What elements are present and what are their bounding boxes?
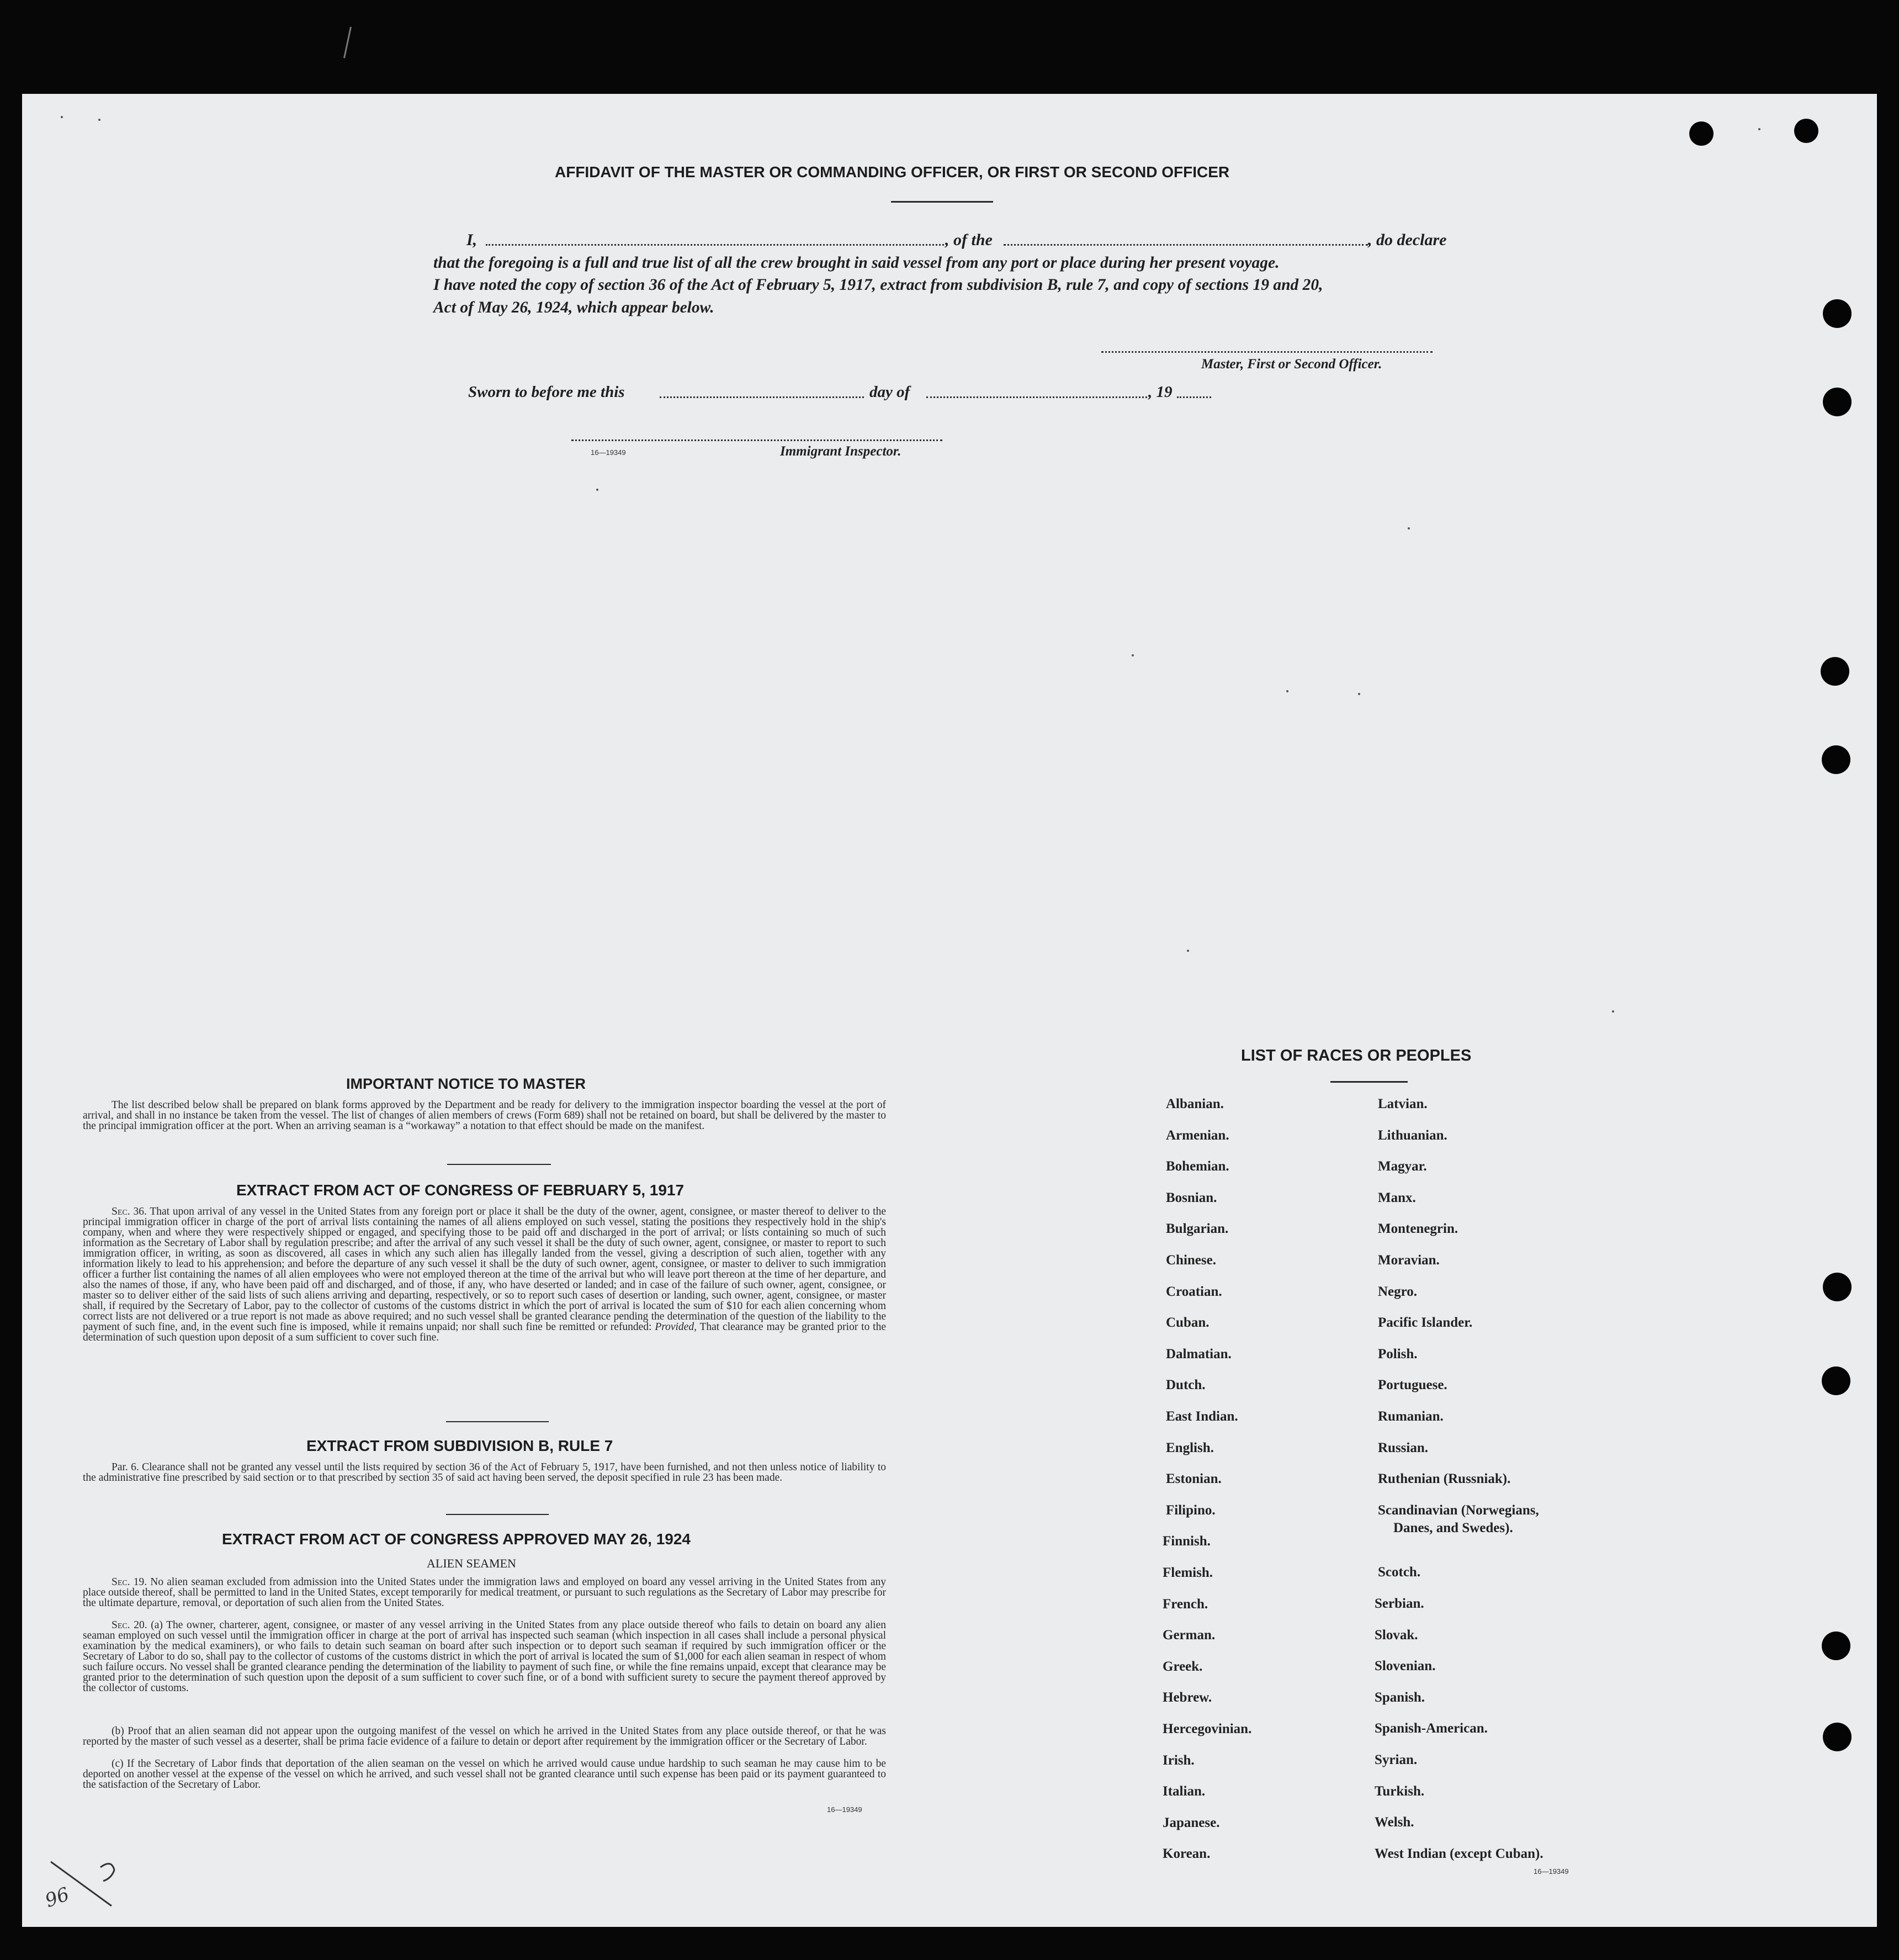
extract3-subtitle: ALIEN SEAMEN xyxy=(427,1556,516,1570)
name-blank[interactable] xyxy=(486,234,944,246)
race-item: Chinese. xyxy=(1166,1253,1216,1268)
notice-text xyxy=(83,1100,886,1131)
punch-hole xyxy=(1822,1366,1850,1395)
race-item: Danes, and Swedes). xyxy=(1393,1520,1513,1535)
master-label: Master, First or Second Officer. xyxy=(1201,357,1382,372)
extract2-body: Par. 6. Clearance shall not be granted any vessel until the lists required by section 36 of the Act of February 5, 1917, have been furnished, and not then unless notice of liability to the administrative fine prescribed by said section or to that prescribed by section 35 of said act having been served, the deposit specified in rule 23 has been made. xyxy=(83,1461,886,1484)
race-item: Cuban. xyxy=(1166,1315,1210,1331)
race-item: Bohemian. xyxy=(1166,1159,1229,1174)
race-item: Montenegrin. xyxy=(1378,1221,1458,1237)
race-item: Polish. xyxy=(1378,1346,1418,1362)
race-item: Armenian. xyxy=(1166,1127,1229,1143)
race-item: Slovenian. xyxy=(1375,1659,1436,1674)
race-item: Bosnian. xyxy=(1166,1190,1217,1205)
sec19-body: No alien seaman excluded from admission into the United States under the immigration laws and employed on board any vessel arriving in the United States from any place outside thereof, shall be permitted to land in the United States, except temporarily for medical treatment, or pursuant to such regulations as the Secretary of Labor may prescribe for the ultimate departure, removal, or deportation of such alien from the United States. xyxy=(83,1576,886,1609)
race-item: Croatian. xyxy=(1166,1284,1222,1299)
notice-title: IMPORTANT NOTICE TO MASTER xyxy=(346,1076,586,1092)
extract3-sec20a xyxy=(83,1620,886,1693)
race-item: East Indian. xyxy=(1166,1409,1238,1424)
sec20a-body: (a) The owner, charterer, agent, consignee, or master of any vessel arriving in the United States from any place outside thereof who fails to detain on board any alien seaman employed on such vessel until the immigration officer in charge at the port of arrival has inspected such seaman (which inspection in all cases shall include a personal physical examination by the medical examiners), or who fails to detain such seaman on board after such inspection or to deport such seaman if required by such immigration officer or the Secretary of Labor to do so, shall pay to the collector of customs of the customs district in which the port of arrival is located the sum of $1,000 for each alien seaman in respect of whom such failure occurs. No vessel shall be granted clearance pending the determination of the liability to payment of such fine, or while the fine remains unpaid, except that clearance may be granted prior to the determination of such question upon the deposit of a sum sufficient to cover such fine, or of a bond with sufficient surety to secure the payment thereof approved by the collector of customs. xyxy=(83,1619,887,1694)
handwritten-notation xyxy=(42,1851,128,1913)
speck xyxy=(1612,1010,1614,1013)
affidavit-i: I, xyxy=(466,231,478,249)
race-item: West Indian (except Cuban). xyxy=(1375,1846,1543,1861)
sworn-month-blank[interactable] xyxy=(926,388,1147,398)
race-item: Scandinavian (Norwegians, xyxy=(1378,1502,1539,1518)
extract3-sec20c xyxy=(83,1758,886,1790)
speck xyxy=(1132,654,1134,656)
race-item: Negro. xyxy=(1378,1284,1418,1299)
notice-text-body: The list described below shall be prepared on blank forms approved by the Department and be ready for delivery to the immigration inspector boarding the vessel at the port of arrival, and shall in no instance be taken from the vessel. The list of changes of alien members of crews (Form 689) shall not be retained on board, but shall be delivered by the master to the principal immigration officer at the port. When an arriving seaman is a “workaway” a notation to that effect should be made on the manifest. xyxy=(83,1099,886,1132)
extract1-end: That clearance may be granted prior to the determination of such question upon deposit of a sum sufficient to cover such fine. xyxy=(83,1321,887,1343)
race-item: Finnish. xyxy=(1163,1534,1211,1549)
inspector-label: Immigrant Inspector. xyxy=(780,444,901,459)
affidavit-title: AFFIDAVIT OF THE MASTER OR COMMANDING OFFICER, OR FIRST OR SECOND OFFICER xyxy=(555,163,1230,181)
race-item: Estonian. xyxy=(1166,1471,1222,1487)
sec20-label: Sec. 20. xyxy=(112,1619,147,1631)
race-item: Lithuanian. xyxy=(1378,1127,1447,1143)
race-item: Flemish. xyxy=(1163,1565,1213,1580)
punch-hole xyxy=(1822,745,1850,774)
form-number: 16—19349 xyxy=(591,448,626,457)
race-item: English. xyxy=(1166,1440,1214,1455)
race-item: Slovak. xyxy=(1375,1627,1418,1643)
race-item: Dutch. xyxy=(1166,1378,1206,1393)
sec20c-body: (c) If the Secretary of Labor finds that deportation of the alien seaman on the vessel on which he arrived would cause undue hardship to such seaman he may cause him to be deported on another vessel at the expense of the vessel on which he arrived, and such vessel shall not be granted clearance until such expense has been paid or its payment guaranteed to the satisfaction of the Secretary of Labor. xyxy=(83,1758,886,1791)
race-item: Syrian. xyxy=(1375,1752,1418,1767)
year-blank[interactable] xyxy=(1177,388,1211,398)
sworn-day-blank[interactable] xyxy=(660,388,864,398)
race-item: Bulgarian. xyxy=(1166,1221,1229,1237)
race-item: Ruthenian (Russniak). xyxy=(1378,1471,1511,1487)
punch-hole xyxy=(1794,119,1818,143)
extract3-sec19 xyxy=(83,1577,886,1608)
punch-hole xyxy=(1822,1631,1850,1660)
extract2-title: EXTRACT FROM SUBDIVISION B, RULE 7 xyxy=(306,1437,613,1454)
races-title: LIST OF RACES OR PEOPLES xyxy=(1241,1047,1472,1064)
punch-hole xyxy=(1823,1723,1852,1751)
speck xyxy=(1758,128,1760,130)
race-item: Moravian. xyxy=(1378,1253,1440,1268)
extract1-body: That upon arrival of any vessel in the United States from any foreign port or place it shall be the duty of the owner, agent, consignee, or master thereof to deliver to the principal immigration officer in charge of the port of arrival lists containing the names of all aliens employed on such vessel, stating the positions they respectively hold in the ship's company, when and where they were respectively shipped or engaged, and specifying those to be paid off and discharged in the port of arrival; or lists containing so much of such information as the Secretary of Labor shall by regulation prescribe; and after the arrival of any such vessel it shall be the duty of such owner, agent, consignee, or master to report to such immigration officer, in writing, as soon as discovered, all cases in which any such alien has illegally landed from the vessel, giving a description of such alien, together with any information likely to lead to his apprehension; and before the departure of any such vessel it shall be the duty of such owner, agent, consignee, or master to deliver to such immigration officer a further list containing the names of all alien employees who were not employed thereon at the time of the arrival but who will leave port thereon at the time of her departure, and also the names of those, if any, who have been paid off and discharged, and of those, if any, who have deserted or landed; and in case of the failure of such owner, agent, consignee, or master so to deliver either of the said lists of such aliens arriving and departing, respectively, or so to report such cases of desertion or landing, such owner, agent, consignee, or master shall, if required by the Secretary of Labor, pay to the collector of customs of the customs district in which the port of arrival is located the sum of $10 for each alien concerning whom correct lists are not delivered or a true report is not made as above required; and no such vessel shall be granted clearance pending the determination of the question of the liability to the payment of such fine, and, in the event such fine is imposed, while it remains unpaid; nor shall such fine be remitted or refunded: xyxy=(83,1206,886,1333)
race-item: Hebrew. xyxy=(1163,1690,1212,1705)
vessel-blank[interactable] xyxy=(1004,234,1368,246)
speck xyxy=(1286,690,1288,692)
handwritten-number: 96 xyxy=(42,1883,72,1913)
race-item: Welsh. xyxy=(1375,1815,1414,1830)
punch-hole xyxy=(1821,657,1849,686)
race-item: Magyar. xyxy=(1378,1159,1427,1174)
sworn-label: Sworn to before me this xyxy=(468,383,625,401)
extract1-proviso: Provided, xyxy=(655,1321,697,1333)
race-item: Scotch. xyxy=(1378,1565,1421,1580)
punch-hole xyxy=(1823,388,1852,416)
sec19-label: Sec. 19. xyxy=(112,1576,147,1588)
speck xyxy=(98,119,100,121)
race-item: Albanian. xyxy=(1166,1096,1224,1111)
race-item: German. xyxy=(1163,1628,1216,1643)
race-item: Rumanian. xyxy=(1378,1409,1444,1424)
affidavit-line2: that the foregoing is a full and true list of all the crew brought in said vessel from any port or place during her present voyage. xyxy=(433,254,1280,272)
race-item: Serbian. xyxy=(1375,1596,1424,1611)
race-item: Dalmatian. xyxy=(1166,1346,1232,1362)
extract1-text xyxy=(83,1206,886,1343)
extract2-rule xyxy=(446,1514,549,1515)
races-title-rule xyxy=(1330,1081,1408,1083)
punch-hole xyxy=(1823,299,1852,328)
extract3-title: EXTRACT FROM ACT OF CONGRESS APPROVED MAY 26, 1924 xyxy=(222,1530,691,1548)
speck xyxy=(1187,950,1189,952)
affidavit-title-rule xyxy=(891,201,993,203)
affidavit-of-the: , of the xyxy=(945,231,993,249)
notice-rule xyxy=(447,1164,551,1165)
speck xyxy=(61,116,63,118)
speck xyxy=(1358,693,1360,695)
extract1-sec: Sec. 36. xyxy=(112,1206,147,1217)
race-item: Hercegovinian. xyxy=(1163,1721,1252,1736)
affidavit-line3: I have noted the copy of section 36 of the Act of February 5, 1917, extract from subdivision B, rule 7, and copy of sections 19 and 20, xyxy=(433,276,1323,294)
extract1-title: EXTRACT FROM ACT OF CONGRESS OF FEBRUARY 5, 1917 xyxy=(236,1182,685,1199)
race-item: Portuguese. xyxy=(1378,1378,1447,1393)
race-item: Manx. xyxy=(1378,1190,1416,1205)
race-item: Russian. xyxy=(1378,1440,1429,1455)
extract3-form-number: 16—19349 xyxy=(827,1805,862,1814)
speck xyxy=(1408,527,1410,529)
affidavit-do-declare: , do declare xyxy=(1368,231,1447,249)
race-item: French. xyxy=(1163,1596,1208,1612)
day-of-label: day of xyxy=(869,383,910,401)
race-item: Spanish-American. xyxy=(1375,1721,1488,1736)
race-item: Spanish. xyxy=(1375,1689,1425,1705)
race-item: Korean. xyxy=(1163,1846,1211,1862)
punch-hole xyxy=(1689,121,1714,146)
race-item: Italian. xyxy=(1163,1784,1206,1799)
extract2-text xyxy=(83,1462,886,1483)
affidavit-line4: Act of May 26, 1924, which appear below. xyxy=(433,299,714,316)
race-item: Turkish. xyxy=(1375,1783,1425,1799)
races-form-number: 16—19349 xyxy=(1534,1867,1569,1876)
race-item: Irish. xyxy=(1163,1752,1195,1768)
speck xyxy=(596,489,598,491)
race-item: Filipino. xyxy=(1166,1502,1216,1518)
race-item: Greek. xyxy=(1163,1659,1203,1674)
race-item: Latvian. xyxy=(1378,1096,1428,1111)
inspector-signature-line[interactable] xyxy=(571,436,942,441)
sec20b-body: (b) Proof that an alien seaman did not appear upon the outgoing manifest of the vessel on which he arrived in the United States from any place outside thereof, or that he was reported by the master of such vessel as a deserter, shall be prima facie evidence of a failure to detain or deport after requirement by the immigration officer or the Secretary of Labor. xyxy=(83,1725,886,1747)
master-signature-line[interactable] xyxy=(1101,348,1433,353)
extract1-rule xyxy=(446,1421,549,1422)
race-item: Pacific Islander. xyxy=(1378,1315,1473,1331)
top-pencil-mark xyxy=(343,27,352,58)
year-label: , 19 xyxy=(1148,383,1173,401)
race-item: Japanese. xyxy=(1163,1815,1220,1830)
punch-hole xyxy=(1823,1273,1852,1301)
extract3-sec20b xyxy=(83,1726,886,1747)
